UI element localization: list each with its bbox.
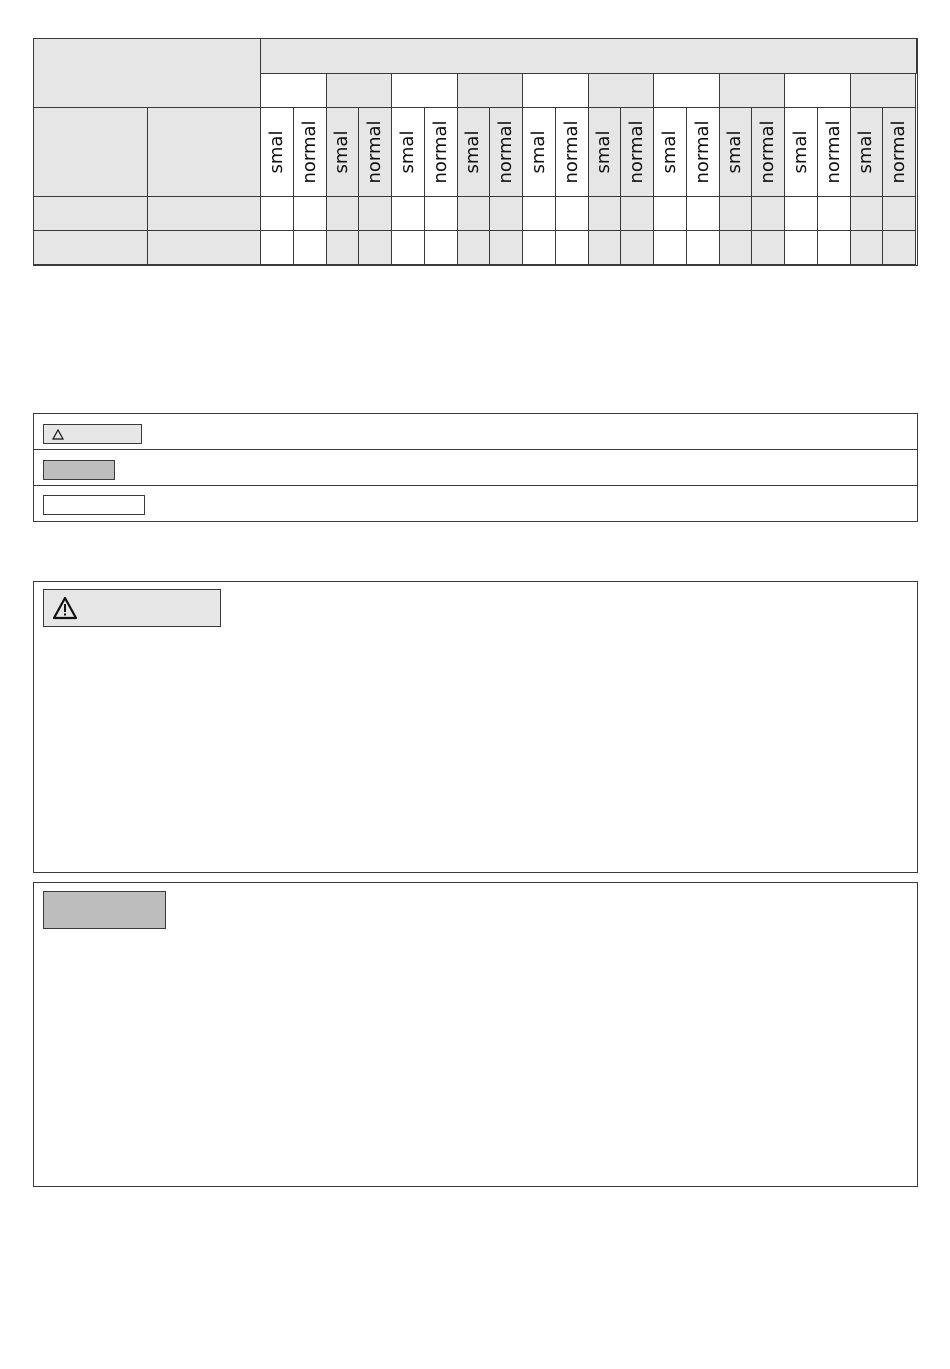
size-normal-header	[425, 108, 458, 197]
table-cell	[261, 197, 294, 231]
size-small-label: smal	[789, 130, 811, 174]
size-normal-label: normal	[888, 120, 910, 184]
size-normal-header	[752, 108, 785, 197]
row-header-col2	[148, 108, 262, 197]
size-small-header	[261, 108, 294, 197]
group-header-cell	[589, 74, 655, 108]
legend-box	[33, 413, 918, 522]
table-cell	[425, 197, 458, 231]
table-cell	[785, 231, 818, 265]
table-cell	[621, 197, 654, 231]
size-normal-header	[556, 108, 589, 197]
size-small-label: smal	[855, 130, 877, 174]
table-cell	[818, 197, 851, 231]
legend-swatch-warning	[43, 424, 142, 444]
table-cell	[556, 231, 589, 265]
size-small-header	[785, 108, 818, 197]
row-header-col1	[34, 108, 148, 197]
row-label-cell	[34, 197, 148, 231]
table-cell	[851, 197, 884, 231]
table-cell	[720, 231, 753, 265]
size-small-label: smal	[724, 130, 746, 174]
group-header-cell	[785, 74, 851, 108]
table-cell	[883, 197, 916, 231]
size-small-label: smal	[331, 130, 353, 174]
table-cell	[523, 197, 556, 231]
group-header-cell	[392, 74, 458, 108]
group-header-cell	[654, 74, 720, 108]
group-header-cell	[523, 74, 589, 108]
table-cell	[359, 231, 392, 265]
size-normal-label: normal	[626, 120, 648, 184]
table-cell	[752, 231, 785, 265]
warning-triangle-icon	[52, 596, 78, 620]
size-normal-label: normal	[822, 120, 844, 184]
warning-tag	[43, 589, 221, 627]
size-small-header	[851, 108, 884, 197]
table-cell	[589, 197, 622, 231]
table-cell	[490, 197, 523, 231]
warning-panel	[33, 581, 918, 873]
size-small-header	[458, 108, 491, 197]
row-label-cell	[148, 197, 262, 231]
size-normal-header	[818, 108, 851, 197]
size-small-header	[720, 108, 753, 197]
size-small-label: smal	[396, 130, 418, 174]
size-normal-header	[621, 108, 654, 197]
table-cell	[687, 231, 720, 265]
size-normal-label: normal	[429, 120, 451, 184]
table-cell	[458, 197, 491, 231]
size-normal-header	[490, 108, 523, 197]
size-normal-label: normal	[560, 120, 582, 184]
size-normal-header	[687, 108, 720, 197]
size-small-label: smal	[527, 130, 549, 174]
table-cell	[621, 231, 654, 265]
row-label-cell	[148, 231, 262, 265]
size-small-label: smal	[593, 130, 615, 174]
table-cell	[458, 231, 491, 265]
size-normal-label: normal	[364, 120, 386, 184]
size-matrix-table	[33, 38, 918, 266]
table-cell	[818, 231, 851, 265]
group-header-cell	[327, 74, 393, 108]
table-cell	[752, 197, 785, 231]
size-normal-label: normal	[495, 120, 517, 184]
note-panel	[33, 882, 918, 1187]
size-normal-header	[294, 108, 327, 197]
size-small-label: smal	[265, 130, 287, 174]
size-small-header	[589, 108, 622, 197]
table-cell	[261, 231, 294, 265]
table-cell	[589, 231, 622, 265]
group-header-cell	[261, 74, 327, 108]
table-cell	[687, 197, 720, 231]
table-cell	[490, 231, 523, 265]
size-small-header	[654, 108, 687, 197]
table-corner-header	[34, 39, 261, 108]
table-top-header	[261, 39, 917, 74]
table-cell	[883, 231, 916, 265]
size-small-label: smal	[462, 130, 484, 174]
table-cell	[523, 231, 556, 265]
size-normal-label: normal	[298, 120, 320, 184]
table-cell	[294, 197, 327, 231]
note-tag	[43, 891, 166, 929]
group-header-cell	[720, 74, 786, 108]
table-cell	[294, 231, 327, 265]
table-cell	[425, 231, 458, 265]
table-cell	[392, 231, 425, 265]
legend-row-warning	[34, 414, 917, 450]
size-normal-label: normal	[757, 120, 779, 184]
table-cell	[392, 197, 425, 231]
size-normal-header	[359, 108, 392, 197]
warning-triangle-icon	[52, 429, 64, 440]
table-cell	[720, 197, 753, 231]
table-cell	[785, 197, 818, 231]
size-small-header	[392, 108, 425, 197]
row-label-cell	[34, 231, 148, 265]
legend-swatch-grey	[43, 460, 115, 480]
size-small-header	[327, 108, 360, 197]
size-normal-header	[883, 108, 916, 197]
size-small-header	[523, 108, 556, 197]
legend-row-white	[34, 486, 917, 521]
table-cell	[654, 197, 687, 231]
table-cell	[851, 231, 884, 265]
group-header-cell	[458, 74, 524, 108]
legend-row-grey	[34, 450, 917, 486]
table-cell	[327, 197, 360, 231]
size-small-label: smal	[658, 130, 680, 174]
size-normal-label: normal	[691, 120, 713, 184]
table-cell	[327, 231, 360, 265]
table-cell	[654, 231, 687, 265]
legend-swatch-white	[43, 495, 145, 515]
table-cell	[556, 197, 589, 231]
table-cell	[359, 197, 392, 231]
group-header-cell	[851, 74, 917, 108]
